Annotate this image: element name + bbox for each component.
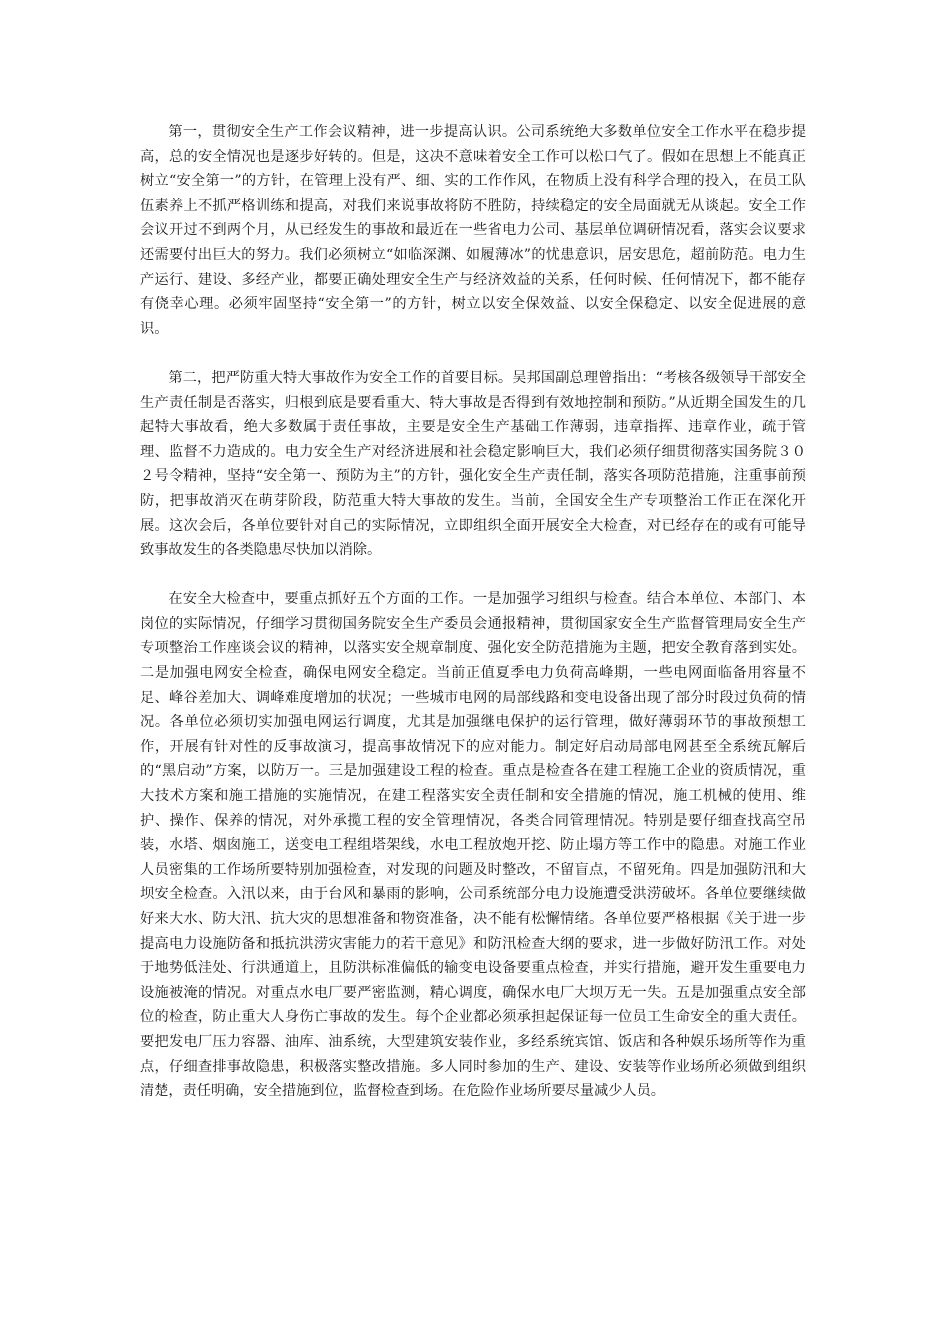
paragraph-1: 第一，贯彻安全生产工作会议精神，进一步提高认识。公司系统绝大多数单位安全工作水平在稳步提高，总的安全情况也是逐步好转的。但是，这决不意味着安全工作可以松口气了。假如在思想上不能真正树立“安全第一”的方针，在管理上没有严、细、实的工作作风，在物质上没有科学合理的投入，在员工队伍素养上不抓严格训练和提高，对我们来说事故将防不胜防，持续稳定的安全局面就无从谈起。安全工作会议开过不到两个月，从已经发生的事故和最近在一些省电力公司、基层单位调研情况看，落实会议要求还需要付出巨大的努力。我们必须树立“如临深渊、如履薄冰”的忧患意识，居安思危，超前防范。电力生产运行、建设、多经产业，都要正确处理安全生产与经济效益的关系，任何时候、任何情况下，都不能存有侥幸心理。必须牢固坚持“安全第一”的方针，树立以安全保效益、以安全保稳定、以安全促进展的意识。 [140, 124, 806, 337]
document-body [140, 120, 806, 1104]
paragraph-2: 第二，把严防重大特大事故作为安全工作的首要目标。吴邦国副总理曾指出：“考核各级领导干部安全生产责任制是否落实，归根到底是要看重大、特大事故是否得到有效地控制和预防。”从近期全国发生的几起特大事故看，绝大多数属于责任事故，主要是安全生产基础工作薄弱，违章指挥、违章作业，疏于管理、监督不力造成的。电力安全生产对经济进展和社会稳定影响巨大，我们必须仔细贯彻落实国务院３０２号令精神，坚持“安全第一、预防为主”的方针，强化安全生产责任制，落实各项防范措施，注重事前预防，把事故消灭在萌芽阶段，防范重大特大事故的发生。当前，全国安全生产专项整治工作正在深化开展。这次会后，各单位要针对自己的实际情况，立即组织全面开展安全大检查，对已经存在的或有可能导致事故发生的各类隐患尽快加以消除。 [140, 369, 806, 559]
paragraph-3: 在安全大检查中，要重点抓好五个方面的工作。一是加强学习组织与检查。结合本单位、本部门、本岗位的实际情况，仔细学习贯彻国务院安全生产委员会通报精神，贯彻国家安全生产监督管理局安全生产专项整治工作座谈会议的精神，以落实安全规章制度、强化安全防范措施为主题，把安全教育落到实处。二是加强电网安全检查，确保电网安全稳定。当前正值夏季电力负荷高峰期，一些电网面临备用容量不足、峰谷差加大、调峰难度增加的状况；一些城市电网的局部线路和变电设备出现了部分时段过负荷的情况。各单位必须切实加强电网运行调度，尤其是加强继电保护的运行管理，做好薄弱环节的事故预想工作，开展有针对性的反事故演习，提高事故情况下的应对能力。制定好启动局部电网甚至全系统瓦解后的“黑启动”方案，以防万一。三是加强建设工程的检查。重点是检查各在建工程施工企业的资质情况，重大技术方案和施工措施的实施情况，在建工程落实安全责任制和安全措施的情况，施工机械的使用、维护、操作、保养的情况，对外承揽工程的安全管理情况，各类合同管理情况。特别是要仔细查找高空吊装，水塔、烟囱施工，送变电工程组塔架线，水电工程放炮开挖、防止塌方等工作中的隐患。对施工作业人员密集的工作场所要特别加强检查，对发现的问题及时整改，不留盲点，不留死角。四是加强防汛和大坝安全检查。入汛以来，由于台风和暴雨的影响，公司系统部分电力设施遭受洪涝破坏。各单位要继续做好来大水、防大汛、抗大灾的思想准备和物资准备，决不能有松懈情绪。各单位要严格根据《关于进一步提高电力设施防备和抵抗洪涝灾害能力的若干意见》和防汛检查大纲的要求，进一步做好防汛工作。对处于地势低洼处、行洪通道上，且防洪标准偏低的输变电设备要重点检查，并实行措施，避开发生重要电力设施被淹的情况。对重点水电厂要严密监测，精心调度，确保水电厂大坝万无一失。五是加强重点安全部位的检查，防止重大人身伤亡事故的发生。每个企业都必须承担起保证每一位员工生命安全的重大责任。要把发电厂压力容器、油库、油系统，大型建筑安装作业，多经系统宾馆、饭店和各种娱乐场所等作为重点，仔细查排事故隐患，积极落实整改措施。多人同时参加的生产、建设、安装等作业场所必须做到组织清楚，责任明确，安全措施到位，监督检查到场。在危险作业场所要尽量减少人员。 [140, 591, 806, 1100]
